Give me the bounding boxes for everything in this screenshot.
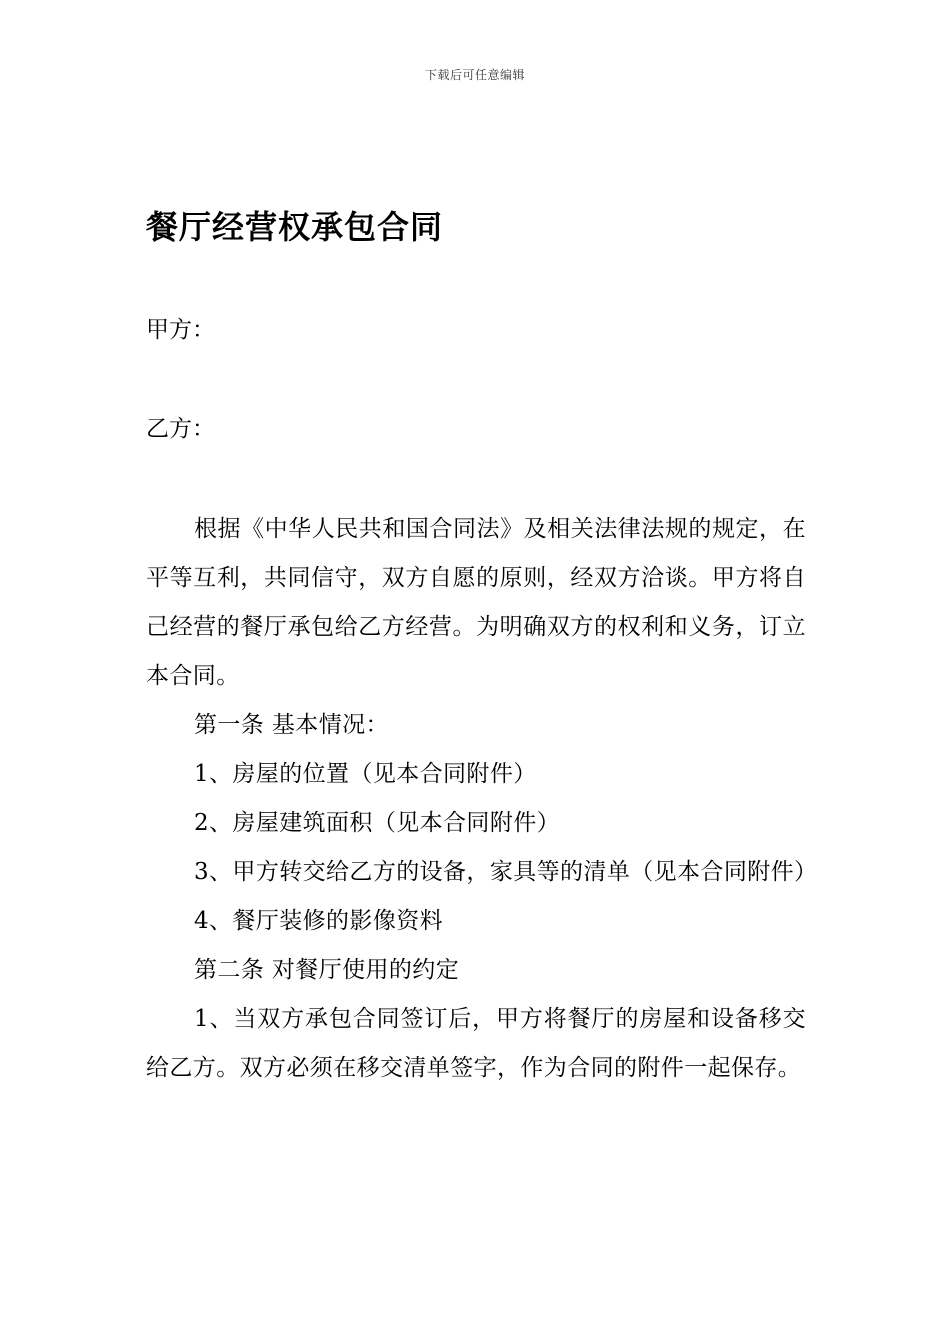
paragraph-preamble: 根据《中华人民共和国合同法》及相关法律法规的规定，在平等互利，共同信守，双方自愿的原则，经双方洽谈。甲方将自己经营的餐厅承包给乙方经营。为明确双方的权利和义务，订立本合同。 xyxy=(146,516,806,689)
article-1-heading: 第一条 基本情况： xyxy=(194,712,389,738)
article-1-item-1: 1、房屋的位置（见本合同附件） xyxy=(194,761,537,787)
party-b-label: 乙方： xyxy=(146,416,215,442)
document-title: 餐厅经营权承包合同 xyxy=(146,208,444,246)
article-1-item-3: 3、甲方转交给乙方的设备，家具等的清单（见本合同附件） xyxy=(194,859,818,885)
article-1-item-4: 4、餐厅装修的影像资料 xyxy=(194,908,444,934)
party-a-label: 甲方： xyxy=(146,317,215,343)
article-1-item-2: 2、房屋建筑面积（见本合同附件） xyxy=(194,810,561,836)
article-2-heading: 第二条 对餐厅使用的约定 xyxy=(194,957,460,983)
article-2-item-1: 1、当双方承包合同签订后，甲方将餐厅的房屋和设备移交给乙方。双方必须在移交清单签字，作为合同的附件一起保存。 xyxy=(146,1006,806,1081)
contract-body xyxy=(146,505,818,1093)
header-note: 下载后可任意编辑 xyxy=(424,68,525,82)
